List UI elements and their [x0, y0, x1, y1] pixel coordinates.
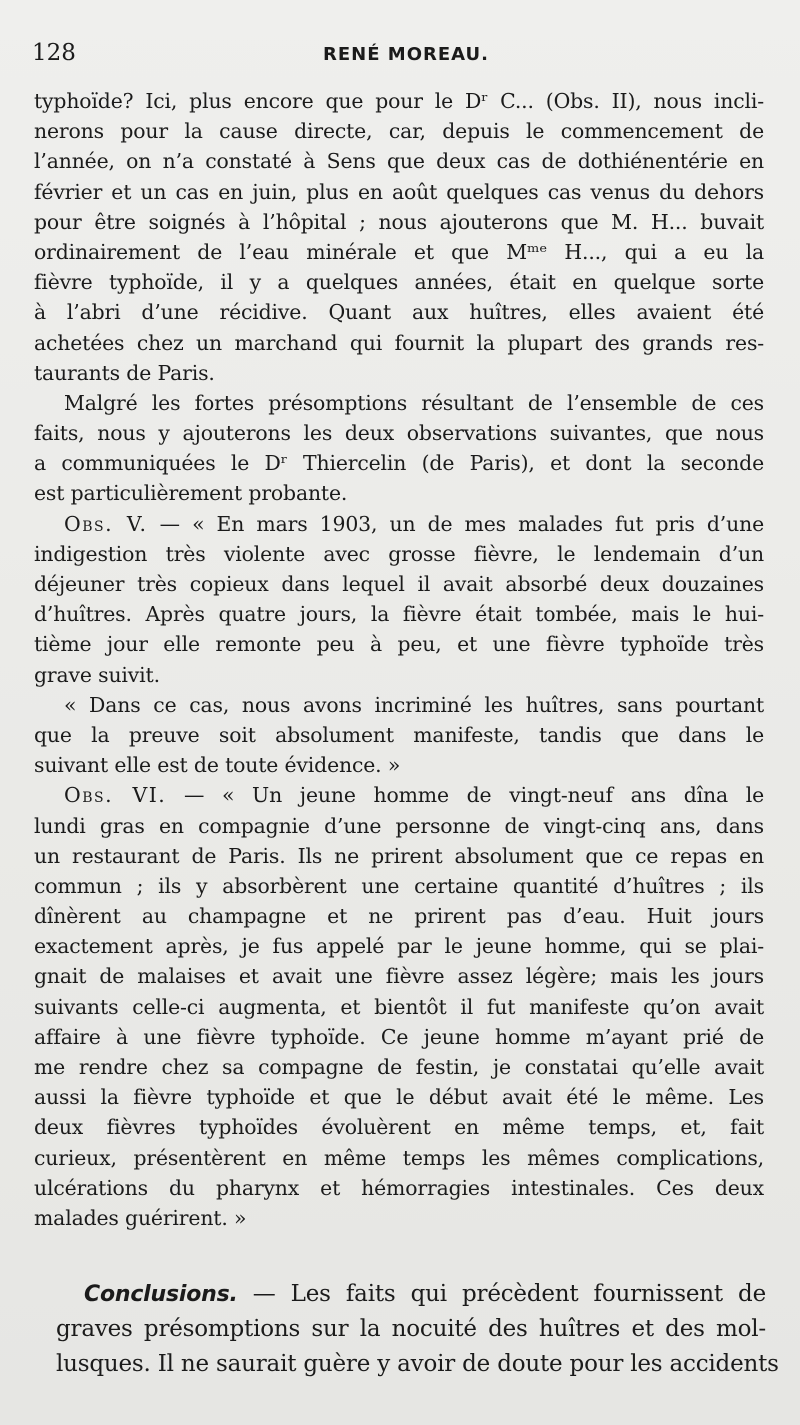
- conclusions-section: [56, 1277, 779, 1382]
- observation-label: Obs. VI.: [64, 783, 167, 808]
- text-line: me rendre chez sa compagne de festin, je constatai qu’elle avait: [34, 1055, 764, 1079]
- text-line: taurants de Paris.: [34, 360, 215, 385]
- text-line: l’année, on n’a constaté à Sens que deux cas de dothiénentérie en: [34, 149, 764, 174]
- text-line: achetées chez un marchand qui fournit la plupart des grands res-: [34, 330, 764, 355]
- text-line: faits, nous y ajouterons les deux observations suivantes, que nous: [34, 421, 764, 446]
- text-line: affaire à une fièvre typhoïde. Ce jeune homme m’ayant prié de: [34, 1024, 764, 1049]
- text-line: nerons pour la cause directe, car, depuis le commencement de: [34, 119, 764, 144]
- text-line: [56, 1277, 766, 1312]
- text-line: pour être soignés à l’hôpital ; nous ajouterons que M. H... buvait: [34, 209, 764, 234]
- text-line: Malgré les fortes présomptions résultant de l’ensemble de ces: [64, 390, 764, 415]
- text-line: [34, 509, 764, 539]
- text-line: dînèrent au champagne et ne prirent pas d’eau. Huit jours: [34, 904, 764, 929]
- page-header: [0, 40, 800, 74]
- text-line: tième jour elle remonte peu à peu, et une fièvre typhoïde très: [34, 632, 764, 657]
- text-line: deux fièvres typhoïdes évoluèrent en même temps, et, fait: [34, 1115, 764, 1140]
- text-line: ordinairement de l’eau minérale et que Mᵐᵉ H..., qui a eu la: [34, 239, 764, 264]
- text-line: graves présomptions sur la nocuité des huîtres et des mol-: [56, 1316, 766, 1342]
- text-line: février et un cas en juin, plus en août quelques cas venus du dehors: [34, 179, 764, 204]
- paragraph: [34, 388, 764, 509]
- text-fragment: — Les faits qui précèdent fournissent de: [237, 1281, 766, 1307]
- text-line: a communiquées le Dʳ Thiercelin (de Paris), et dont la seconde: [34, 451, 764, 476]
- paragraph: [34, 86, 764, 388]
- text-line: « Dans ce cas, nous avons incriminé les huîtres, sans pourtant: [64, 692, 764, 717]
- text-line: lundi gras en compagnie d’une personne de vingt-cinq ans, dans: [34, 813, 764, 838]
- text-line: à l’abri d’une récidive. Quant aux huîtres, elles avaient été: [34, 300, 764, 325]
- text-line: indigestion très violente avec grosse fièvre, le lendemain d’un: [34, 541, 764, 566]
- text-line: déjeuner très copieux dans lequel il avait absorbé deux douzaines: [34, 572, 764, 596]
- text-fragment: — « Un jeune homme de vingt-neuf ans dîna le: [166, 783, 764, 808]
- text-line: aussi la fièvre typhoïde et que le début avait été le même. Les: [34, 1085, 764, 1110]
- text-line: lusques. Il ne saurait guère y avoir de doute pour les accidents: [56, 1351, 779, 1377]
- conclusions-heading: Conclusions.: [84, 1282, 238, 1307]
- observation-label: Obs. V.: [64, 511, 148, 536]
- body-text: [34, 86, 764, 1233]
- text-line: commun ; ils y absorbèrent une certaine quantité d’huîtres ; ils: [34, 873, 764, 898]
- text-line: fièvre typhoïde, il y a quelques années, était en quelque sorte: [34, 270, 764, 295]
- page-number: 128: [32, 40, 76, 66]
- text-line: typhoïde? Ici, plus encore que pour le Dʳ C... (Obs. II), nous incli-: [34, 89, 764, 113]
- text-line: gnait de malaises et avait une fièvre assez légère; mais les jours: [34, 964, 764, 989]
- text-line: ulcérations du pharynx et hémorragies intestinales. Ces deux: [34, 1175, 764, 1200]
- observation-6: [34, 780, 764, 1233]
- text-line: grave suivit.: [34, 662, 160, 687]
- text-line: suivants celle-ci augmenta, et bientôt il fut manifeste qu’on avait: [34, 994, 764, 1019]
- observation-5: [34, 509, 764, 690]
- text-line: exactement après, je fus appelé par le jeune homme, qui se plai-: [34, 934, 764, 959]
- paragraph: [34, 690, 764, 781]
- text-line: un restaurant de Paris. Ils ne prirent absolument que ce repas en: [34, 843, 764, 868]
- text-line: curieux, présentèrent en même temps les mêmes complications,: [34, 1145, 764, 1170]
- text-line: suivant elle est de toute évidence. »: [34, 753, 401, 778]
- text-line: [34, 780, 764, 810]
- text-line: est particulièrement probante.: [34, 481, 348, 506]
- text-line: malades guérirent. »: [34, 1205, 247, 1230]
- text-line: d’huîtres. Après quatre jours, la fièvre était tombée, mais le hui-: [34, 602, 764, 627]
- running-head: RENÉ MOREAU.: [323, 44, 489, 65]
- text-fragment: — « En mars 1903, un de mes malades fut pris d’une: [147, 511, 765, 536]
- text-line: que la preuve soit absolument manifeste, tandis que dans le: [34, 722, 764, 747]
